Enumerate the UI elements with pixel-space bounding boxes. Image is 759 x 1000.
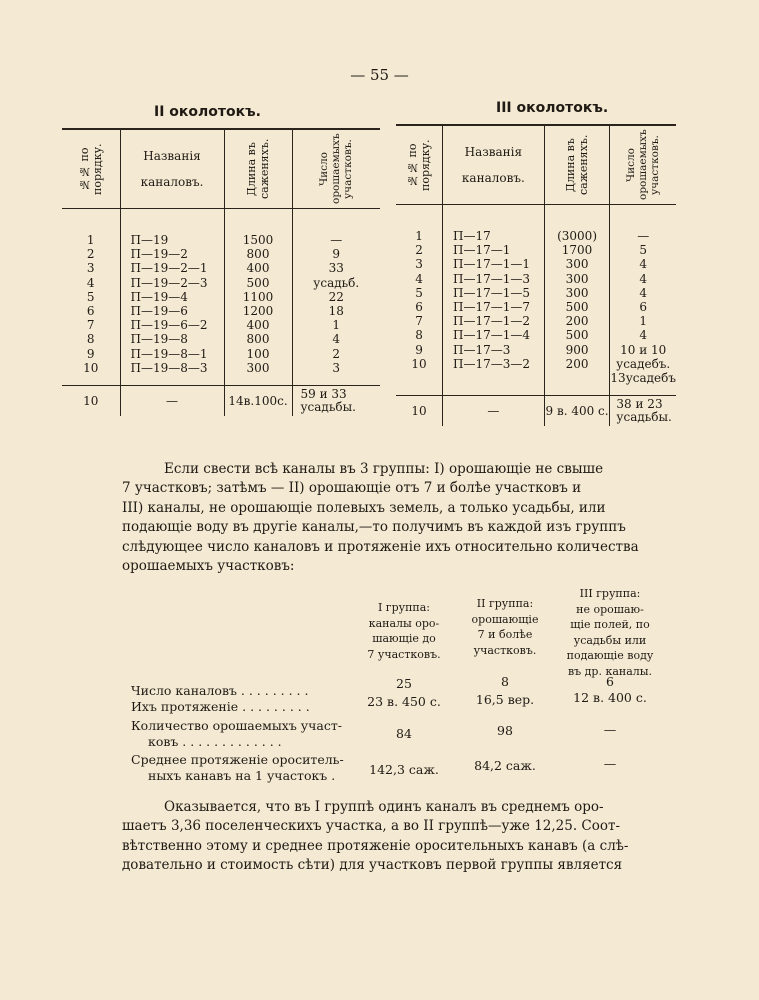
table-cell: 1500 (242, 233, 274, 247)
row-label-plots-2: ковъ . . . . . . . . . . . . . (148, 734, 282, 749)
table-cell: 500 (565, 328, 589, 343)
table-cell: 13усадебъ (610, 371, 676, 386)
table-cell: 10 (411, 356, 427, 371)
table-cell: 1700 (561, 243, 593, 258)
table-cell: 500 (565, 300, 589, 315)
table-cell: 300 (565, 271, 589, 286)
table-cell: П—19—2—1 (130, 261, 208, 276)
right-table-title: III околотокъ. (496, 100, 609, 116)
header-number: №№ по порядку. (62, 129, 120, 209)
table-cell: 800 (246, 247, 270, 262)
table-cell: 3 (86, 261, 95, 276)
total-row (396, 396, 676, 427)
table-cell: 2 (86, 247, 95, 262)
table-cell: П—19—4 (130, 289, 188, 304)
paragraph-conclusion: Оказывается, что въ I группѣ одинъ каналъ въ среднемъ оро- шаетъ 3,36 поселенческихъ участка, а во II группѣ—уже 12,25. Соот- вѣтственно этому и среднее протяженіе оросительныхъ канавъ (а слѣ- довательно и стоимость сѣти) для участковъ первой группы является (122, 799, 629, 874)
total-name: — (120, 386, 224, 417)
paragraph-groups-intro: Если свести всѣ каналы въ 3 группы: I) орошающіе не свыше 7 участковъ; затѣмъ — II) орошающіе отъ 7 и болѣе участковъ и III) каналы, не орошающіе полевыхъ земель, а только усадьбы, или подающіе воду въ другіе каналы,—то получимъ въ каждой изъ группъ слѣдующее число каналовъ и протяженіе ихъ относительно количества орошаемыхъ участковъ: (122, 461, 639, 575)
table-cell: П—17—1—1 (453, 257, 531, 272)
table-body (62, 209, 380, 386)
table-cell: 2 (332, 346, 341, 361)
value-avg-g1: 142,3 саж. (369, 762, 439, 777)
table-cell: П—19—8—1 (130, 346, 208, 361)
total-row (62, 386, 380, 417)
row-label-plots-1: Количество орошаемыхъ участ- (131, 718, 342, 733)
table-cell: 900 (565, 342, 589, 357)
row-label-avg-1: Среднее протяженіе ороситель- (131, 752, 344, 767)
total-plots: 59 и 33 усадьбы. (300, 387, 356, 415)
table-cell: 9 (332, 247, 341, 262)
name-column (120, 209, 224, 386)
header-plots: Число орошаемыхъ участковъ. (318, 133, 355, 205)
table-cell: 9 (86, 346, 95, 361)
table-cell: П—17—1—3 (453, 271, 531, 286)
value-length-g3: 12 в. 400 с. (573, 690, 647, 705)
group-1-header: I группа: каналы оро- шающіе до 7 участковъ. (367, 601, 441, 661)
table-cell: 1 (332, 318, 341, 333)
value-count-g3: 6 (606, 674, 614, 689)
table-cell: 9 (415, 342, 423, 357)
table-body (396, 205, 676, 396)
group-2-header: II группа: орошающіе 7 и болѣе участковъ. (471, 597, 539, 657)
table-cell: П—17—1—4 (453, 328, 531, 343)
left-canal-table (62, 128, 380, 416)
table-cell: П—17—1—2 (453, 314, 531, 329)
table-cell: 10 и 10 (620, 342, 667, 357)
table-cell: 1 (639, 314, 648, 329)
total-plots: 38 и 23 усадьбы. (616, 397, 672, 425)
table-cell: 100 (246, 346, 270, 361)
table-cell: 400 (246, 261, 270, 276)
header-name: Названія каналовъ. (120, 129, 224, 209)
value-avg-g2: 84,2 саж. (474, 758, 536, 773)
table-cell: 4 (86, 275, 95, 290)
table-cell: 6 (639, 300, 648, 315)
value-plots-g1: 84 (396, 726, 412, 741)
total-number: 10 (62, 386, 120, 417)
table-cell: 500 (246, 275, 270, 290)
table-cell: 400 (246, 318, 270, 333)
group-3-header: III группа: не орошаю- щіе полей, по усадьбы или подающіе воду въ др. каналы. (566, 587, 654, 678)
table-cell: 5 (639, 243, 648, 258)
total-length: 9 в. 400 с. (544, 396, 610, 427)
value-avg-g3: — (603, 756, 617, 771)
table-cell: 10 (83, 360, 99, 375)
total-number: 10 (396, 396, 443, 427)
table-cell: 7 (415, 314, 423, 329)
table-cell: П—17—1 (453, 243, 511, 258)
table-cell: 1100 (242, 289, 274, 304)
table-cell: 18 (328, 304, 344, 319)
table-cell: П—17—1—7 (453, 300, 531, 315)
length-column (544, 205, 610, 396)
table-cell: 4 (639, 271, 648, 286)
table-cell: П—17—3—2 (453, 356, 531, 371)
table-cell: П—19—2 (130, 247, 188, 262)
table-cell: 300 (246, 360, 270, 375)
name-column (443, 205, 545, 396)
length-column (224, 209, 292, 386)
plots-column (292, 209, 380, 386)
value-length-g2: 16,5 вер. (475, 692, 535, 707)
table-cell: 7 (86, 318, 95, 333)
table-cell: 8 (86, 332, 95, 347)
table-cell: 4 (639, 285, 648, 300)
total-length: 14в.100с. (224, 386, 292, 417)
number-column (396, 205, 443, 396)
header-number: №№ по порядку. (396, 125, 443, 205)
table-cell: П—17—1—5 (453, 285, 531, 300)
header-length: Длина въ саженяхъ. (544, 125, 610, 205)
header-length: Длина въ саженяхъ. (224, 129, 292, 209)
table-cell: 5 (86, 289, 95, 304)
table-cell: 6 (86, 304, 95, 319)
table-cell: 300 (565, 285, 589, 300)
left-table-title: II околотокъ. (154, 104, 261, 120)
table-cell: 800 (246, 332, 270, 347)
table-cell: 300 (565, 257, 589, 272)
table-cell: 22 (328, 289, 344, 304)
table-cell: 6 (415, 300, 423, 315)
table-cell: 1 (415, 229, 423, 243)
table-cell: 33 (328, 261, 344, 276)
table-cell: П—19—8—3 (130, 360, 208, 375)
table-cell: 200 (565, 356, 589, 371)
number-column (62, 209, 120, 386)
header-row (62, 129, 380, 209)
table-cell: П—19—8 (130, 332, 188, 347)
value-length-g1: 23 в. 450 с. (367, 694, 441, 709)
total-name: — (443, 396, 545, 427)
table-cell: 1 (86, 233, 95, 247)
header-name: Названія каналовъ. (443, 125, 545, 205)
table-cell: 4 (639, 328, 648, 343)
table-cell: 8 (415, 328, 423, 343)
value-plots-g3: — (603, 722, 617, 737)
table-cell: 4 (639, 257, 648, 272)
table-cell: — (637, 229, 650, 243)
table-cell: 3 (415, 257, 423, 272)
right-canal-table (396, 124, 676, 426)
table-cell: П—19—6 (130, 304, 188, 319)
table-cell: усадебъ. (616, 356, 671, 371)
plots-column (610, 205, 676, 396)
table-cell: 2 (415, 243, 423, 258)
table-cell: П—19—6—2 (130, 318, 208, 333)
table-cell: 5 (415, 285, 423, 300)
table-cell: П—19—2—3 (130, 275, 208, 290)
table-cell: 1200 (242, 304, 274, 319)
table-cell: П—19 (130, 233, 169, 247)
page-number: — 55 — (350, 66, 409, 84)
table-cell: 3 (332, 360, 341, 375)
table-cell: (3000) (557, 229, 597, 243)
table-cell: 200 (565, 314, 589, 329)
value-plots-g2: 98 (497, 723, 513, 738)
row-label-length: Ихъ протяженіе . . . . . . . . . (131, 699, 310, 714)
header-plots: Число орошаемыхъ участковъ. (625, 129, 662, 201)
table-cell: П—17—3 (453, 342, 511, 357)
row-label-avg-2: ныхъ канавъ на 1 участокъ . (148, 768, 336, 783)
row-label-count: Число каналовъ . . . . . . . . . (131, 683, 309, 698)
table-cell: 4 (415, 271, 423, 286)
table-cell: — (330, 233, 343, 247)
value-count-g2: 8 (501, 674, 509, 689)
value-count-g1: 25 (396, 676, 412, 691)
table-cell: усадьб. (313, 275, 360, 290)
header-row (396, 125, 676, 205)
table-cell: 4 (332, 332, 341, 347)
table-cell: П—17 (453, 229, 491, 243)
